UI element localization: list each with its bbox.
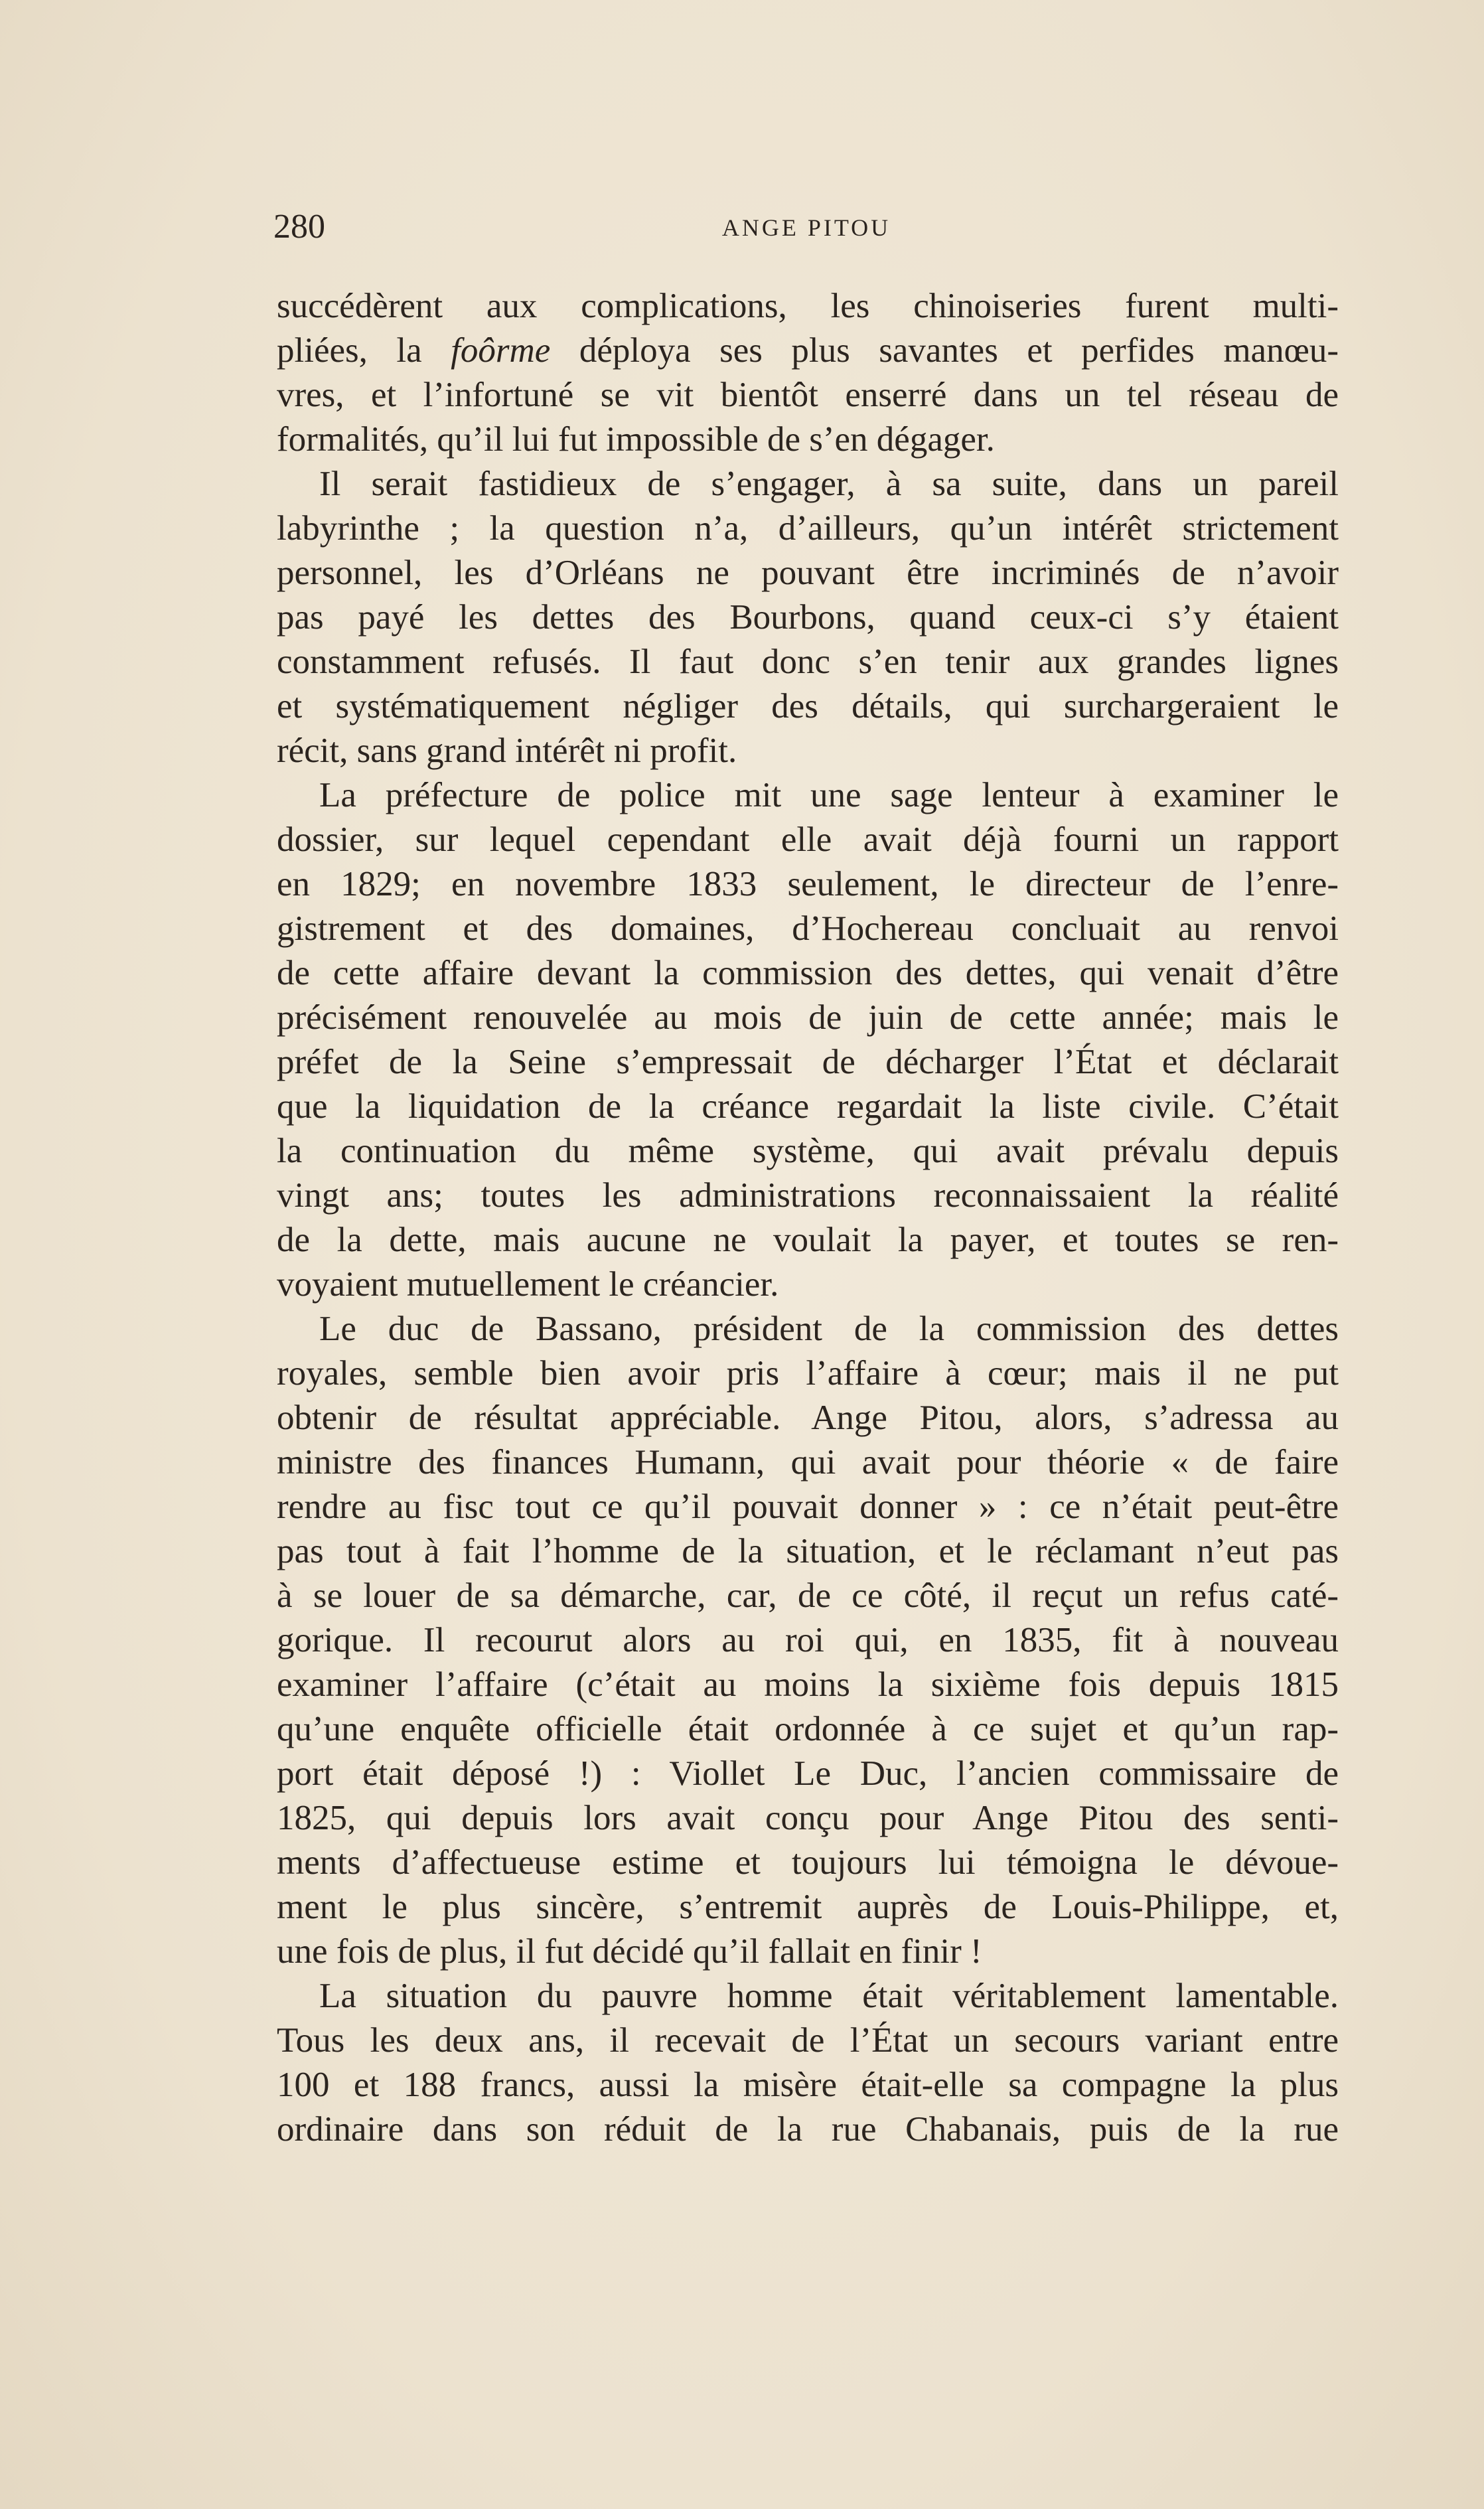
line-text: vres, et l’infortuné se vit bientôt enserré dans un tel réseau de: [277, 376, 1339, 414]
italic-word: foôrme: [451, 331, 551, 370]
text-line: [277, 1174, 1339, 1218]
paragraph: [277, 1307, 1339, 1974]
body-text: [277, 284, 1339, 2152]
text-line: [277, 1485, 1339, 1529]
line-text: de la dette, mais aucune ne voulait la payer, et toutes se ren-: [277, 1221, 1339, 1259]
line-text: La situation du pauvre homme était véritablement lamentable.: [319, 1977, 1339, 2015]
paragraph: [277, 462, 1339, 773]
text-line: [277, 640, 1339, 684]
text-line: [277, 329, 1339, 373]
text-line: [277, 1129, 1339, 1174]
line-text: qu’une enquête officielle était ordonnée à ce sujet et qu’un rap-: [277, 1710, 1339, 1748]
text-line: [277, 418, 1339, 462]
line-text: ministre des finances Humann, qui avait pour théorie « de faire: [277, 1443, 1339, 1482]
line-text: constamment refusés. Il faut donc s’en tenir aux grandes lignes: [277, 643, 1339, 681]
line-text: Le duc de Bassano, président de la commission des dettes: [319, 1310, 1339, 1348]
line-text: dossier, sur lequel cependant elle avait déjà fourni un rapport: [277, 820, 1339, 859]
line-text: gistrement et des domaines, d’Hochereau concluait au renvoi: [277, 909, 1339, 948]
line-text: obtenir de résultat appréciable. Ange Pitou, alors, s’adressa au: [277, 1399, 1339, 1437]
line-text: vingt ans; toutes les administrations reconnaissaient la réalité: [277, 1176, 1339, 1215]
line-text: pas payé les dettes des Bourbons, quand ceux-ci s’y étaient: [277, 598, 1339, 637]
line-text: que la liquidation de la créance regardait la liste civile. C’était: [277, 1087, 1339, 1126]
line-text: formalités, qu’il lui fut impossible de s’en dégager.: [277, 420, 995, 459]
line-text: pas tout à fait l’homme de la situation, et le réclamant n’eut pas: [277, 1532, 1339, 1570]
line-text: déploya ses plus savantes et perfides manœu-: [550, 331, 1339, 370]
text-line: [277, 373, 1339, 418]
text-line: [277, 1663, 1339, 1707]
text-line: [277, 951, 1339, 996]
paragraph: [277, 1974, 1339, 2152]
line-text: succédèrent aux complications, les chinoiseries furent multi-: [277, 287, 1339, 325]
line-text: rendre au fisc tout ce qu’il pouvait donner » : ce n’était peut-être: [277, 1487, 1339, 1526]
line-text: précisément renouvelée au mois de juin de cette année; mais le: [277, 998, 1339, 1037]
page-number: 280: [273, 208, 325, 246]
line-text: en 1829; en novembre 1833 seulement, le directeur de l’enre-: [277, 865, 1339, 903]
text-line: [277, 2107, 1339, 2152]
paragraph: [277, 284, 1339, 462]
text-line: [277, 506, 1339, 551]
text-line: [277, 684, 1339, 729]
line-text: ments d’affectueuse estime et toujours lui témoigna le dévoue-: [277, 1843, 1339, 1882]
line-text: personnel, les d’Orléans ne pouvant être incriminés de n’avoir: [277, 554, 1339, 592]
text-line: [277, 1974, 1339, 2018]
line-text: port était déposé !) : Viollet Le Duc, l’ancien commissaire de: [277, 1754, 1339, 1793]
line-text: préfet de la Seine s’empressait de décharger l’État et déclarait: [277, 1043, 1339, 1081]
text-line: [277, 1396, 1339, 1440]
line-text: royales, semble bien avoir pris l’affaire à cœur; mais il ne put: [277, 1354, 1339, 1393]
text-line: [277, 1262, 1339, 1307]
page-header: [273, 207, 1339, 247]
text-line: [277, 2063, 1339, 2107]
text-line: [277, 1752, 1339, 1796]
text-line: [277, 996, 1339, 1040]
text-line: [277, 1040, 1339, 1085]
text-line: [277, 1885, 1339, 1930]
line-text: Tous les deux ans, il recevait de l’État un secours variant entre: [277, 2021, 1339, 2060]
text-line: [277, 1930, 1339, 1974]
text-line: [277, 462, 1339, 506]
line-text: ordinaire dans son réduit de la rue Chabanais, puis de la rue: [277, 2110, 1339, 2149]
line-text: pliées, la: [277, 331, 451, 370]
text-line: [277, 862, 1339, 907]
line-text: labyrinthe ; la question n’a, d’ailleurs, qu’un intérêt strictement: [277, 509, 1339, 548]
line-text: 1825, qui depuis lors avait conçu pour Ange Pitou des senti-: [277, 1799, 1339, 1837]
text-line: [277, 818, 1339, 862]
line-text: récit, sans grand intérêt ni profit.: [277, 731, 737, 770]
line-text: 100 et 188 francs, aussi la misère était-elle sa compagne la plus: [277, 2066, 1339, 2104]
text-line: [277, 1618, 1339, 1663]
line-text: ment le plus sincère, s’entremit auprès de Louis-Philippe, et,: [277, 1888, 1339, 1926]
text-line: [277, 1796, 1339, 1841]
line-text: Il serait fastidieux de s’engager, à sa suite, dans un pareil: [319, 465, 1339, 503]
line-text: à se louer de sa démarche, car, de ce côté, il reçut un refus caté-: [277, 1576, 1339, 1615]
line-text: examiner l’affaire (c’était au moins la sixième fois depuis 1815: [277, 1665, 1339, 1704]
line-text: de cette affaire devant la commission des dettes, qui venait d’être: [277, 954, 1339, 992]
text-line: [277, 1440, 1339, 1485]
text-line: [277, 284, 1339, 329]
line-text: une fois de plus, il fut décidé qu’il fallait en finir !: [277, 1932, 982, 1971]
line-text: gorique. Il recourut alors au roi qui, en 1835, fit à nouveau: [277, 1621, 1339, 1659]
text-line: [277, 773, 1339, 818]
text-line: [277, 1529, 1339, 1574]
text-line: [277, 1085, 1339, 1129]
text-line: [277, 1574, 1339, 1618]
text-line: [277, 907, 1339, 951]
line-text: La préfecture de police mit une sage lenteur à examiner le: [319, 776, 1339, 814]
text-line: [277, 729, 1339, 773]
text-line: [277, 1218, 1339, 1262]
text-line: [277, 551, 1339, 595]
line-text: la continuation du même système, qui avait prévalu depuis: [277, 1132, 1339, 1170]
text-line: [277, 595, 1339, 640]
text-line: [277, 1307, 1339, 1351]
text-line: [277, 2018, 1339, 2063]
text-line: [277, 1841, 1339, 1885]
line-text: voyaient mutuellement le créancier.: [277, 1265, 779, 1304]
paragraph: [277, 773, 1339, 1307]
running-title: ANGE PITOU: [721, 214, 891, 241]
text-line: [277, 1351, 1339, 1396]
line-text: et systématiquement négliger des détails, qui surchargeraient le: [277, 687, 1339, 725]
text-line: [277, 1707, 1339, 1752]
